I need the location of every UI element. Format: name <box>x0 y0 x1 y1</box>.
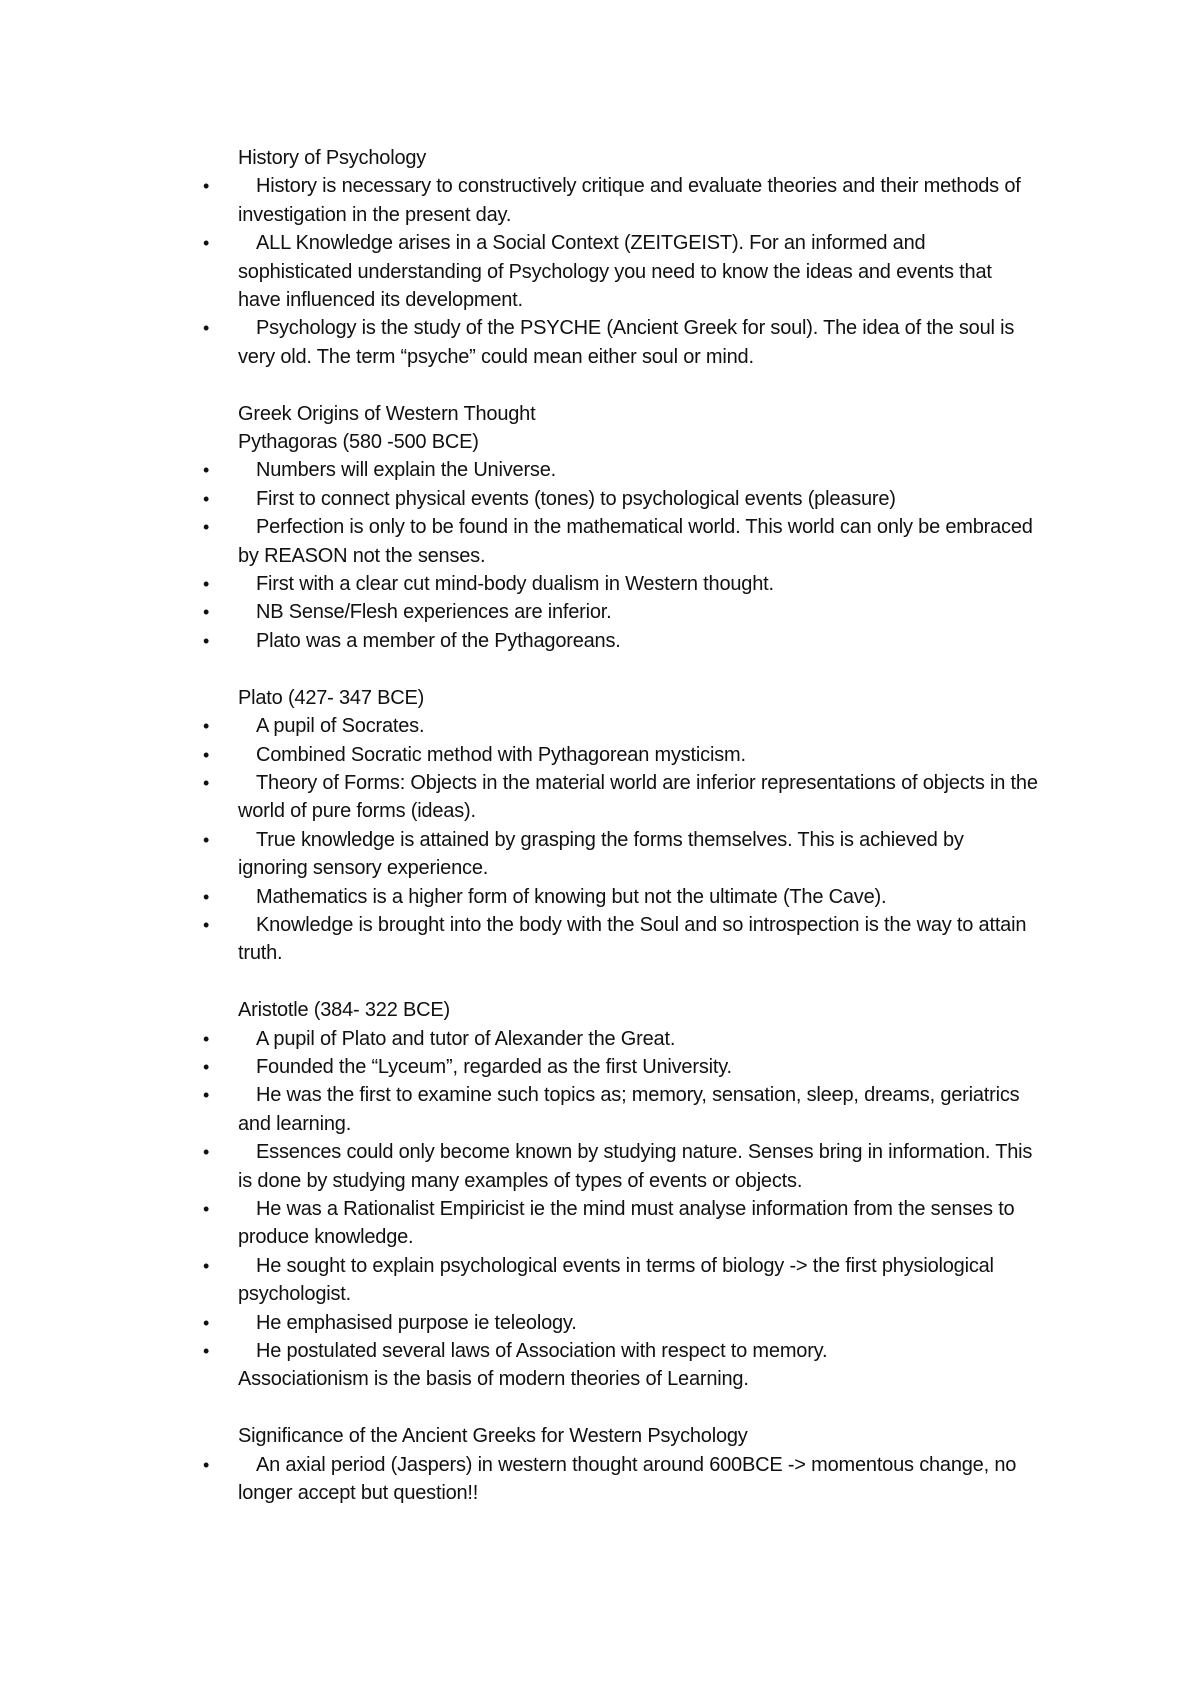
list-item-text: NB Sense/Flesh experiences are inferior. <box>256 601 612 624</box>
list-item-text: Psychology is the study of the PSYCHE (Ancient Greek for soul). The idea of the soul is very old. The term “psyche” could mean either soul or mind. <box>238 317 1015 368</box>
list-item <box>202 1337 1038 1365</box>
bullet-icon: • <box>202 1085 210 1106</box>
section-subheading: Pythagoras (580 -500 BCE) <box>238 431 479 454</box>
list-item-text: Theory of Forms: Objects in the material world are inferior representations of objects in the world of pure forms (ideas). <box>238 771 1038 823</box>
list-item <box>202 570 1038 598</box>
section-greek-origins <box>202 400 1038 656</box>
list-item <box>202 741 1038 769</box>
bullet-list <box>202 712 1038 968</box>
bullet-icon: • <box>202 176 210 197</box>
bullet-icon: • <box>202 829 210 850</box>
list-item <box>202 1025 1038 1053</box>
bullet-icon: • <box>202 1028 210 1049</box>
list-item <box>202 229 1038 314</box>
list-item <box>202 826 1038 883</box>
list-item-text: True knowledge is attained by grasping the forms themselves. This is achieved by ignoring sensory experience. <box>238 828 964 880</box>
list-item-text: History is necessary to constructively critique and evaluate theories and their methods of investigation in the present day. <box>238 175 1021 226</box>
list-item <box>202 314 1038 371</box>
list-item-text: He sought to explain psychological events in terms of biology -> the first physiological psychologist. <box>238 1254 994 1306</box>
section-history-of-psychology <box>202 144 1038 371</box>
document-content <box>202 144 1038 1536</box>
list-item-text: Numbers will explain the Universe. <box>256 459 556 482</box>
section-heading: Greek Origins of Western Thought <box>238 402 536 425</box>
bullet-icon: • <box>202 602 210 623</box>
bullet-list <box>202 172 1038 371</box>
list-item <box>202 883 1038 911</box>
list-item <box>202 513 1038 570</box>
list-item <box>202 1053 1038 1081</box>
list-item-text: He was a Rationalist Empiricist ie the mind must analyse information from the senses to produce knowledge. <box>238 1197 1015 1249</box>
list-item <box>202 627 1038 655</box>
list-item <box>202 1252 1038 1309</box>
list-item-text: He postulated several laws of Association with respect to memory. <box>256 1340 828 1363</box>
bullet-icon: • <box>202 488 210 509</box>
bullet-icon: • <box>202 772 210 793</box>
list-item-text: ALL Knowledge arises in a Social Context (ZEITGEIST). For an informed and sophisticated understanding of Psychology you need to know the ideas and events that have influenced its development. <box>238 232 992 312</box>
bullet-icon: • <box>202 233 210 254</box>
list-item-text: First to connect physical events (tones) to psychological events (pleasure) <box>256 487 896 510</box>
list-item <box>202 1195 1038 1252</box>
list-item-text: He emphasised purpose ie teleology. <box>256 1311 577 1334</box>
bullet-icon: • <box>202 1454 210 1475</box>
list-item-text: An axial period (Jaspers) in western thought around 600BCE -> momentous change, no longer accept but question!! <box>238 1453 1017 1505</box>
section-heading: Aristotle (384- 322 BCE) <box>238 999 450 1022</box>
bullet-icon: • <box>202 1056 210 1077</box>
bullet-icon: • <box>202 716 210 737</box>
bullet-list <box>202 1451 1038 1508</box>
bullet-icon: • <box>202 744 210 765</box>
list-item-text: A pupil of Plato and tutor of Alexander the Great. <box>256 1027 676 1050</box>
section-heading: Plato (427- 347 BCE) <box>238 686 425 709</box>
bullet-icon: • <box>202 1198 210 1219</box>
list-item <box>202 712 1038 740</box>
bullet-icon: • <box>202 318 210 339</box>
list-item-text: A pupil of Socrates. <box>256 715 425 738</box>
list-item <box>202 769 1038 826</box>
section-aristotle <box>202 996 1038 1394</box>
list-item-text: First with a clear cut mind-body dualism in Western thought. <box>256 573 774 596</box>
section-significance <box>202 1422 1038 1507</box>
bullet-icon: • <box>202 517 210 538</box>
list-item <box>202 1309 1038 1337</box>
bullet-icon: • <box>202 914 210 935</box>
bullet-list <box>202 456 1038 655</box>
list-item <box>202 911 1038 968</box>
list-item-text: Founded the “Lyceum”, regarded as the first University. <box>256 1055 732 1078</box>
list-item <box>202 172 1038 229</box>
list-item <box>202 1138 1038 1195</box>
bullet-icon: • <box>202 1341 210 1362</box>
list-item-text: Plato was a member of the Pythagoreans. <box>256 629 621 652</box>
list-item-text: Mathematics is a higher form of knowing but not the ultimate (The Cave). <box>256 885 887 908</box>
bullet-icon: • <box>202 630 210 651</box>
list-item <box>202 456 1038 484</box>
list-item <box>202 485 1038 513</box>
list-item-text: He was the first to examine such topics as; memory, sensation, sleep, dreams, geriatrics and learning. <box>238 1084 1020 1135</box>
section-heading: Significance of the Ancient Greeks for Western Psychology <box>238 1425 748 1448</box>
bullet-icon: • <box>202 886 210 907</box>
list-item-text: Knowledge is brought into the body with the Soul and so introspection is the way to attain truth. <box>238 913 1027 965</box>
closing-line: Associationism is the basis of modern theories of Learning. <box>238 1368 749 1391</box>
list-item <box>202 1451 1038 1508</box>
bullet-icon: • <box>202 1312 210 1333</box>
bullet-list <box>202 1025 1038 1366</box>
bullet-icon: • <box>202 1142 210 1163</box>
section-plato <box>202 684 1038 968</box>
bullet-icon: • <box>202 1255 210 1276</box>
list-item <box>202 598 1038 626</box>
bullet-icon: • <box>202 460 210 481</box>
list-item-text: Combined Socratic method with Pythagorean mysticism. <box>256 743 746 766</box>
list-item-text: Essences could only become known by studying nature. Senses bring in information. This is done by studying many examples of types of events or objects. <box>238 1141 1033 1192</box>
bullet-icon: • <box>202 574 210 595</box>
section-heading: History of Psychology <box>238 147 427 169</box>
list-item-text: Perfection is only to be found in the mathematical world. This world can only be embraced by REASON not the senses. <box>238 516 1033 567</box>
list-item <box>202 1081 1038 1138</box>
